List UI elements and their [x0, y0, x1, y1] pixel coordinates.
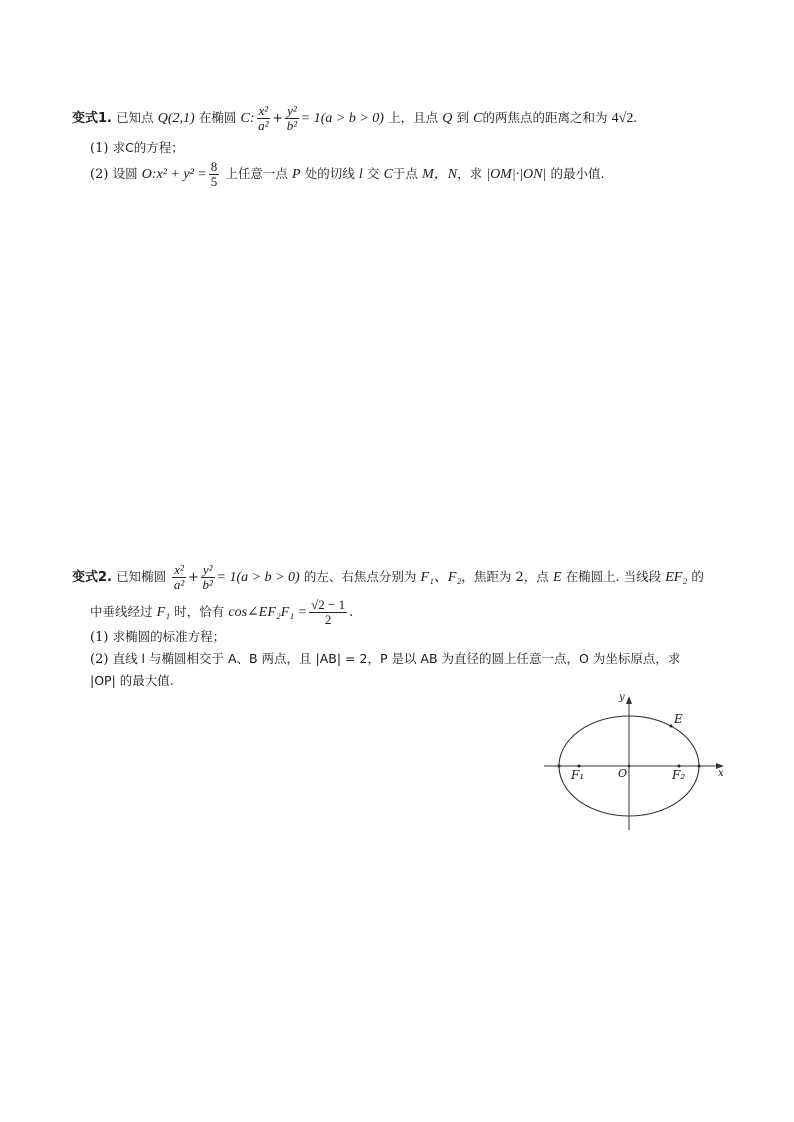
x-axis-label: x [718, 768, 724, 779]
focus-f1-label: F₁ [571, 768, 585, 782]
fraction-y2-b2: $\frac{\text{y²}}{\text{b²}}$ [202, 562, 213, 592]
problem-1-stem: 变式1. 已知点 Q(2,1) 在椭圆 C: $\frac{\text{x²}}{\text{a²}}$ + $\frac{\text{y²}}{\text{b²}}$ = 1(a > b > 0) 上，且点 Q 到 C的两焦点的距离之和为 4√2. [72, 103, 637, 133]
fraction-8-5: $\frac{8}{5}$ [210, 159, 218, 189]
y-axis-label: y [619, 692, 625, 703]
problem-2-question-2: (2) 直线 l 与椭圆相交于 A、B 两点，且 |AB| = 2，P 是以 AB 为直径的圆上任意一点，O 为坐标原点，求 [90, 651, 681, 667]
fraction-x2-a2: $\frac{\text{x²}}{\text{a²}}$ [258, 103, 269, 133]
focus-f2-label: F₂ [672, 768, 686, 782]
problem-1-label: 变式1. [72, 111, 112, 126]
problem-2-stem-line-1: 变式2. 已知椭圆 $\frac{\text{x²}}{\text{a²}}$ + $\frac{\text{y²}}{\text{b²}}$ = 1(a > b > 0) 的左、右焦点分别为 F₁、F₂，焦距为 2，点 E 在椭圆上. 当线段 EF₂ 的 [72, 562, 704, 592]
ellipse-figure [538, 690, 738, 835]
problem-2-stem-line-2: 中垂线经过 F₁ 时，恰有 cos∠EF₂F₁ = $\frac{√2 - 1}{2}$ . [90, 597, 354, 627]
point-e-label: E [674, 712, 683, 726]
fraction-y2-b2: $\frac{\text{y²}}{\text{b²}}$ [286, 103, 298, 133]
problem-1-question-1: (1) 求C的方程； [90, 140, 184, 156]
fraction-x2-a2: $\frac{\text{x²}}{\text{a²}}$ [173, 562, 185, 592]
origin-label: O [618, 767, 628, 780]
problem-2-question-1: (1) 求椭圆的标准方程； [90, 629, 226, 645]
problem-2-question-2-cont: |OP| 的最大值. [90, 673, 174, 688]
fraction-cos-value: $\frac{√2 - 1}{2}$ [311, 597, 346, 627]
problem-2-label: 变式2. [72, 570, 112, 585]
ellipse-diagram-icon [538, 690, 738, 835]
problem-1-question-2: (2) 设圆 O:x² + y² = $\frac{8}{5}$ 上任意一点 P 处的切线 l 交 C于点 M，N，求 |OM|·|ON| 的最小值. [90, 159, 605, 189]
